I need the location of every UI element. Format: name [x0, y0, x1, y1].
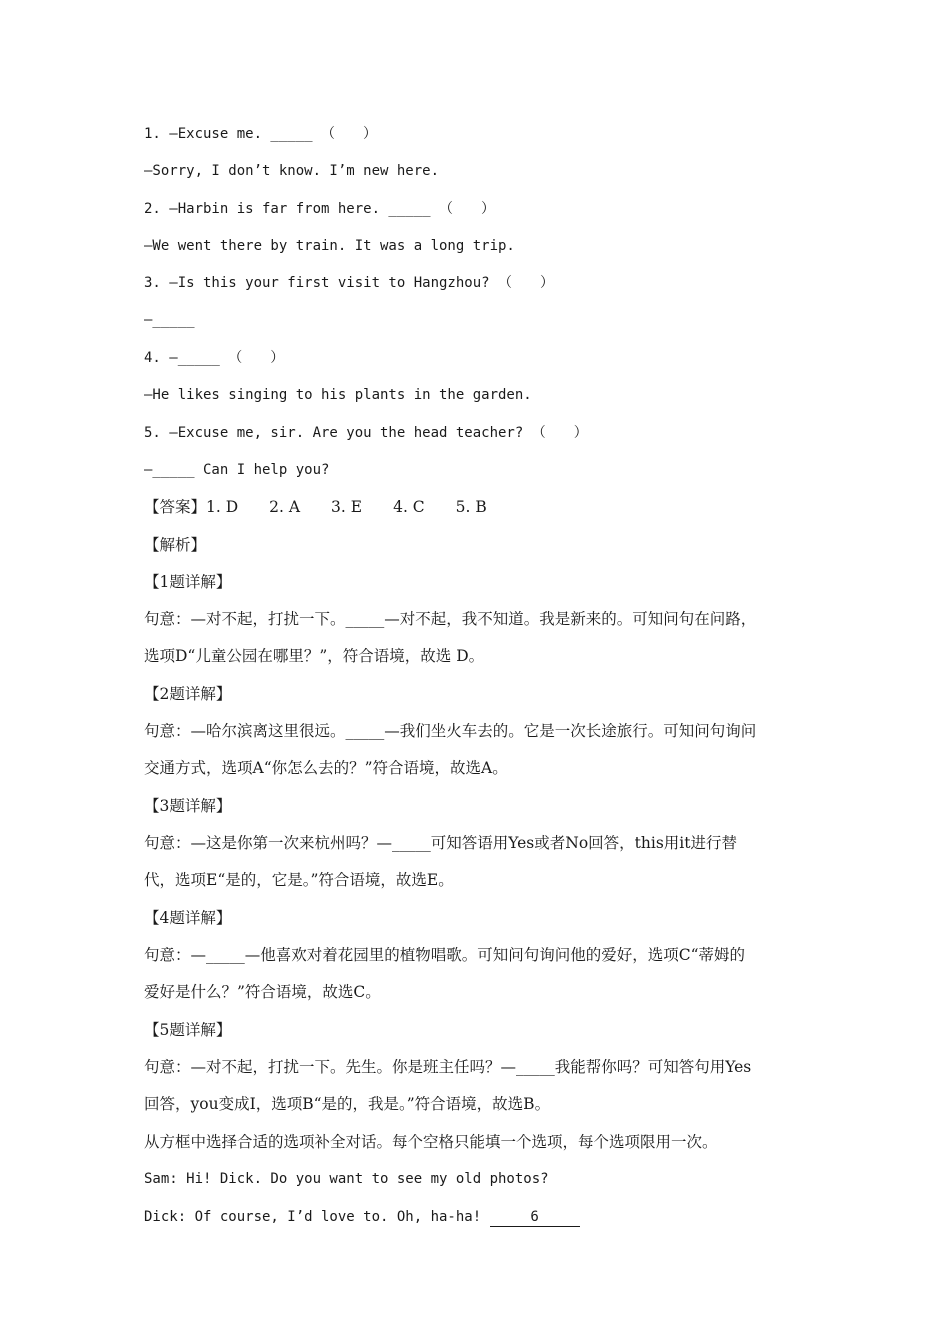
question-1-prompt: 1. —Excuse me. _____ （ ） [144, 126, 378, 142]
detail-4-line-1: 句意：—_____—他喜欢对着花园里的植物唱歌。可知问句询问他的爱好，选项C“蒂姆的 [144, 946, 746, 964]
question-3-prompt: 3. —Is this your first visit to Hangzhou? （ ） [144, 275, 555, 291]
detail-5-heading: 【5题详解】 [144, 1021, 232, 1039]
question-2-response: —We went there by train. It was a long trip. [144, 238, 515, 254]
detail-3-line-1: 句意：—这是你第一次来杭州吗？—_____可知答语用Yes或者No回答，this用it进行替 [144, 834, 737, 852]
question-5-prompt: 5. —Excuse me, sir. Are you the head teacher? （ ） [144, 425, 588, 441]
detail-3-heading: 【3题详解】 [144, 797, 232, 815]
detail-1-line-1: 句意：—对不起，打扰一下。_____—对不起，我不知道。我是新来的。可知问句在问路， [144, 610, 757, 628]
blank-6: 6 [490, 1208, 580, 1227]
dialogue-line-2 [144, 1207, 580, 1227]
question-1-response: —Sorry, I don’t know. I’m new here. [144, 163, 440, 179]
question-5-response: —_____ Can I help you? [144, 462, 330, 478]
detail-2-line-1: 句意：—哈尔滨离这里很远。_____—我们坐火车去的。它是一次长途旅行。可知问句询问 [144, 722, 757, 740]
question-4-response: —He likes singing to his plants in the garden. [144, 387, 532, 403]
detail-1-line-2: 选项D“儿童公园在哪里？”，符合语境，故选 D。 [144, 647, 485, 665]
instruction-line: 从方框中选择合适的选项补全对话。每个空格只能填一个选项，每个选项限用一次。 [144, 1133, 718, 1151]
question-4-prompt: 4. —_____ （ ） [144, 350, 285, 366]
detail-1-heading: 【1题详解】 [144, 573, 232, 591]
detail-5-line-2: 回答，you变成I，选项B“是的，我是。”符合语境，故选B。 [144, 1095, 551, 1113]
dialogue-line-1: Sam: Hi! Dick. Do you want to see my old photos? [144, 1171, 549, 1187]
detail-4-heading: 【4题详解】 [144, 909, 232, 927]
detail-2-line-2: 交通方式，选项A“你怎么去的？”符合语境，故选A。 [144, 759, 508, 777]
detail-2-heading: 【2题详解】 [144, 685, 232, 703]
question-2-prompt: 2. —Harbin is far from here. _____ （ ） [144, 201, 496, 217]
question-3-response: —_____ [144, 312, 195, 328]
detail-5-line-1: 句意：—对不起，打扰一下。先生。你是班主任吗？—_____我能帮你吗？可知答句用Yes [144, 1058, 752, 1076]
detail-4-line-2: 爱好是什么？”符合语境，故选C。 [144, 983, 381, 1001]
answer-line: 【答案】1. D 2. A 3. E 4. C 5. B [144, 498, 487, 516]
dialogue-line-2-text: Dick: Of course, I’d love to. Oh, ha-ha! [144, 1209, 490, 1225]
detail-3-line-2: 代，选项E“是的，它是。”符合语境，故选E。 [144, 871, 454, 889]
analysis-heading: 【解析】 [144, 536, 207, 554]
